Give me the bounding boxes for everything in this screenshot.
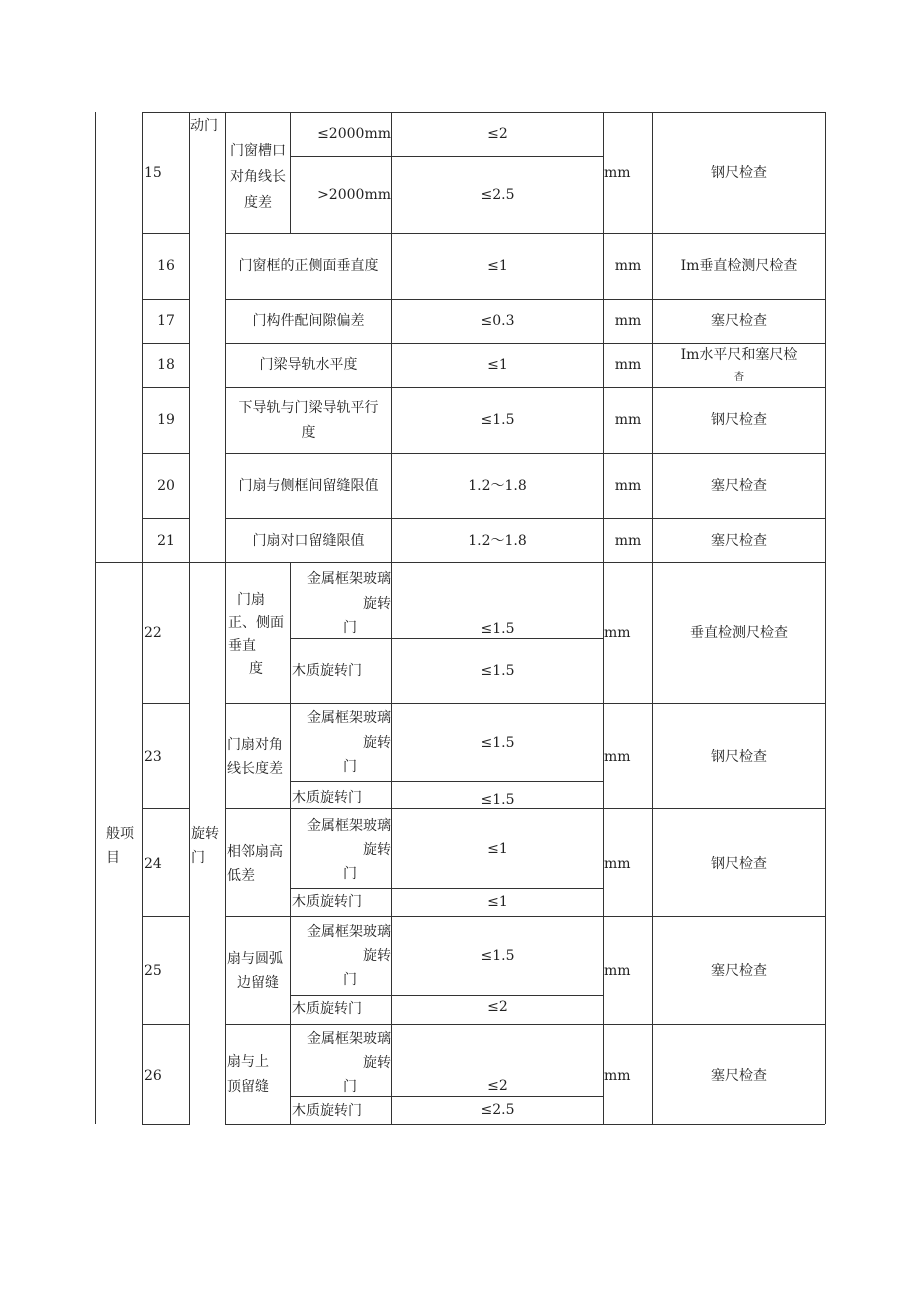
inspection-method: 钢尺检查 <box>711 412 767 428</box>
tolerance-value: ≤2 <box>487 126 508 142</box>
tolerance-value: ≤2.5 <box>480 1102 515 1118</box>
type-metal: 金属框架玻璃 <box>307 818 391 834</box>
type-metal-cont: 门 <box>343 1079 357 1095</box>
unit: mm <box>604 963 631 979</box>
item-name: 门构件配间隙偏差 <box>252 313 365 329</box>
tolerance-value: ≤1.5 <box>480 412 515 428</box>
item-name-cont: 边留缝 <box>237 975 279 991</box>
tolerance-value: ≤1 <box>487 258 508 274</box>
row-border <box>142 387 190 388</box>
group-label-rotating: 旋转门 <box>191 826 219 866</box>
row-border <box>225 387 825 388</box>
section-border <box>95 562 825 563</box>
item-number: 23 <box>144 749 162 765</box>
tolerance-value: ≤1.5 <box>480 621 515 637</box>
row-border <box>142 1024 190 1025</box>
unit: mm <box>604 625 631 641</box>
item-number: 24 <box>144 856 162 872</box>
row-border <box>142 112 825 113</box>
row-border <box>225 1024 825 1025</box>
unit: mm <box>604 1068 631 1084</box>
tolerance-value: ≤1.5 <box>480 735 515 751</box>
inspection-method: 塞尺检查 <box>711 313 767 329</box>
type-metal: 金属框架玻璃 <box>307 710 391 726</box>
type-wood: 木质旋转门 <box>292 663 362 679</box>
tolerance-value: 1.2～1.8 <box>468 478 527 494</box>
type-wood: 木质旋转门 <box>292 894 362 910</box>
col-border <box>95 112 96 1124</box>
item-name: 门窗槽口对角线长度差 <box>230 143 286 211</box>
type-metal: 金属框架玻璃 <box>307 1031 391 1047</box>
unit: mm <box>614 357 642 373</box>
item-number: 21 <box>157 533 175 549</box>
row-border <box>225 916 825 917</box>
col-border <box>825 112 826 1124</box>
row-border <box>142 703 190 704</box>
type-metal-cont: 门 <box>343 759 357 775</box>
tolerance-value: ≤1.5 <box>480 663 515 679</box>
row-border <box>290 888 603 889</box>
row-border <box>142 808 190 809</box>
item-name: 门扇对口留缝限值 <box>252 533 365 549</box>
item-number: 19 <box>157 412 175 428</box>
type-metal-cont: 门 <box>343 866 357 882</box>
row-border <box>225 299 825 300</box>
row-border <box>142 299 190 300</box>
item-number: 18 <box>157 357 175 373</box>
tolerance-value: ≤1.5 <box>480 792 515 808</box>
item-number: 20 <box>157 478 175 494</box>
col-border <box>290 562 291 1124</box>
item-name: 相邻扇高 <box>227 844 283 860</box>
col-border <box>189 112 190 1124</box>
type-wood: 木质旋转门 <box>292 1103 362 1119</box>
unit: mm <box>614 412 642 428</box>
item-name: 门梁导轨水平度 <box>259 357 358 373</box>
item-name: 下导轨与门梁导轨平行 <box>238 400 379 416</box>
item-number: 17 <box>157 313 175 329</box>
item-name: 门窗框的正侧面垂直度 <box>238 258 379 274</box>
type-metal-cont: 旋转 <box>363 735 391 751</box>
row-border <box>225 703 825 704</box>
item-name-cont: 正、侧面 <box>228 615 284 631</box>
inspection-method: 塞尺检查 <box>711 533 767 549</box>
item-name: 扇与上 <box>227 1054 269 1070</box>
item-name-cont: 低差 <box>227 868 255 884</box>
unit: mm <box>604 165 631 181</box>
unit: mm <box>614 258 642 274</box>
row-border <box>225 233 825 234</box>
inspection-method: 塞尺检查 <box>711 1068 767 1084</box>
row-border <box>142 233 190 234</box>
unit: mm <box>614 313 642 329</box>
inspection-method: 塞尺检查 <box>711 963 767 979</box>
item-number: 16 <box>157 258 175 274</box>
type-wood: 木质旋转门 <box>292 1001 362 1017</box>
inspection-method: Im水平尺和塞尺检 <box>680 347 798 363</box>
tolerance-value: ≤1 <box>487 357 508 373</box>
item-name-cont: 垂直 <box>228 638 256 654</box>
inspection-method: 塞尺检查 <box>711 478 767 494</box>
item-name: 门扇对角 <box>227 737 283 753</box>
item-name: 门扇 <box>237 592 265 608</box>
tolerance-value: ≤1 <box>487 894 508 910</box>
tolerance-value: 1.2～1.8 <box>468 533 527 549</box>
unit: mm <box>614 478 642 494</box>
group-label-main: 动门 <box>190 118 218 134</box>
type-metal-cont: 门 <box>343 620 357 636</box>
inspection-method: 钢尺检查 <box>711 749 767 765</box>
type-metal-cont: 门 <box>343 972 357 988</box>
group-label-general: 般项目 <box>106 826 134 866</box>
type-metal-cont: 旋转 <box>363 596 391 612</box>
type-metal-cont: 旋转 <box>363 948 391 964</box>
type-metal-cont: 旋转 <box>363 842 391 858</box>
tolerance-value: ≤0.3 <box>480 313 515 329</box>
unit: mm <box>614 533 642 549</box>
item-name: 门扇与侧框间留缝限值 <box>238 478 379 494</box>
unit: mm <box>604 749 631 765</box>
condition: >2000mm <box>317 187 391 203</box>
item-name-cont: 度 <box>249 661 263 677</box>
tolerance-value: ≤2 <box>487 1078 508 1094</box>
unit: mm <box>604 856 631 872</box>
inspection-method: Im垂直检测尺检查 <box>680 258 798 274</box>
tolerance-value: ≤2.5 <box>480 187 515 203</box>
tolerance-value: ≤1.5 <box>480 948 515 964</box>
tolerance-value: ≤1 <box>487 841 508 857</box>
row-border <box>225 518 825 519</box>
item-number: 26 <box>144 1068 162 1084</box>
item-number: 25 <box>144 963 162 979</box>
type-wood: 木质旋转门 <box>292 790 362 806</box>
inspection-method: 钢尺检查 <box>711 165 767 181</box>
item-name-cont: 线长度差 <box>227 761 283 777</box>
item-name-cont: 顶留缝 <box>227 1079 269 1095</box>
type-metal-cont: 旋转 <box>363 1055 391 1071</box>
row-border <box>290 156 603 157</box>
col-border <box>290 112 291 233</box>
table-bottom-border <box>142 1124 190 1125</box>
row-border <box>225 453 825 454</box>
inspection-method-cont: 杳 <box>734 372 744 383</box>
item-number: 22 <box>144 625 162 641</box>
row-border <box>142 518 190 519</box>
type-metal: 金属框架玻璃 <box>307 924 391 940</box>
table-bottom-border <box>225 1124 825 1125</box>
type-metal: 金属框架玻璃 <box>307 571 391 587</box>
item-name-cont: 度 <box>301 425 316 441</box>
tolerance-value: ≤2 <box>487 999 508 1015</box>
row-border <box>142 453 190 454</box>
row-border <box>142 916 190 917</box>
condition: ≤2000mm <box>317 126 391 142</box>
item-number: 15 <box>144 165 162 181</box>
item-name: 扇与圆弧 <box>227 951 283 967</box>
inspection-method: 垂直检测尺检查 <box>690 625 788 641</box>
row-border <box>142 343 190 344</box>
row-border <box>290 781 603 782</box>
inspection-method: 钢尺检查 <box>711 856 767 872</box>
